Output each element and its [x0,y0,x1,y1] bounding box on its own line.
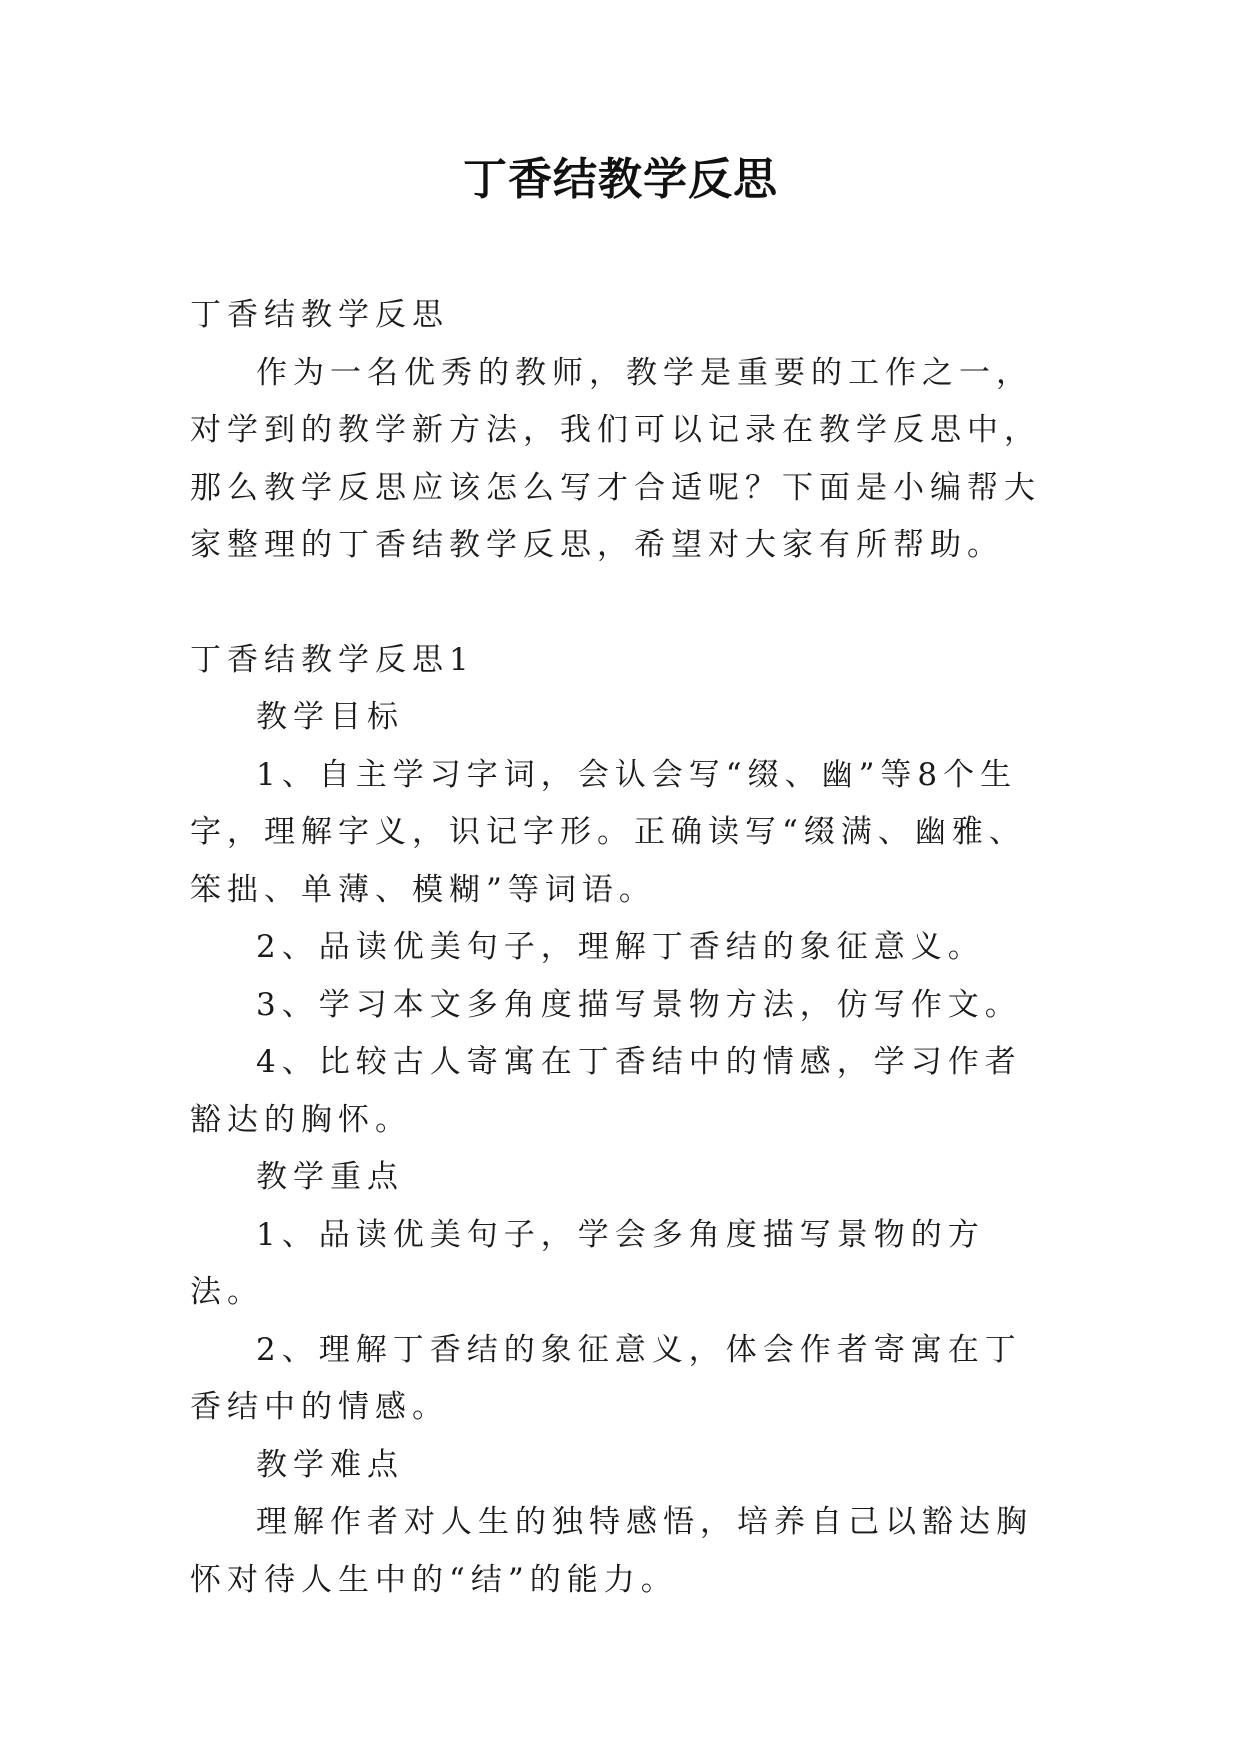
section-heading: 丁香结教学反思1 [190,641,475,678]
difficulty-label: 教学难点 [256,1446,404,1483]
teaching-goal-item: 3、学习本文多角度描写景物方法，仿写作文。 [256,986,1022,1023]
key-point-item: 2、理解丁香结的象征意义，体会作者寄寓在丁香结中的情感。 [190,1331,1022,1425]
teaching-goal-item: 2、品读优美句子，理解丁香结的象征意义。 [256,929,985,965]
document-body [190,287,1050,1609]
teaching-goal-item: 4、比较古人寄寓在丁香结中的情感，学习作者豁达的胸怀。 [190,1044,1022,1138]
intro-paragraph: 作为一名优秀的教师，教学是重要的工作之一，对学到的教学新方法，我们可以记录在教学反思中，那么教学反思应该怎么写才合适呢？下面是小编帮大家整理的丁香结教学反思，希望对大家有所帮助。 [190,354,1041,563]
key-point-item: 1、品读优美句子，学会多角度描写景物的方法。 [190,1216,985,1310]
document-title: 丁香结教学反思 [463,154,778,205]
intro-heading: 丁香结教学反思 [190,297,449,333]
teaching-goal-item: 1、自主学习字词，会认会写“缀、幽”等8个生字，理解字义，识记字形。正确读写“缀满、幽雅、笨拙、单薄、模糊”等词语。 [190,756,1026,908]
difficulty-text: 理解作者对人生的独特感悟，培养自己以豁达胸怀对待人生中的“结”的能力。 [190,1504,1033,1598]
key-points-label: 教学重点 [256,1159,404,1195]
teaching-goals-label: 教学目标 [256,699,404,735]
